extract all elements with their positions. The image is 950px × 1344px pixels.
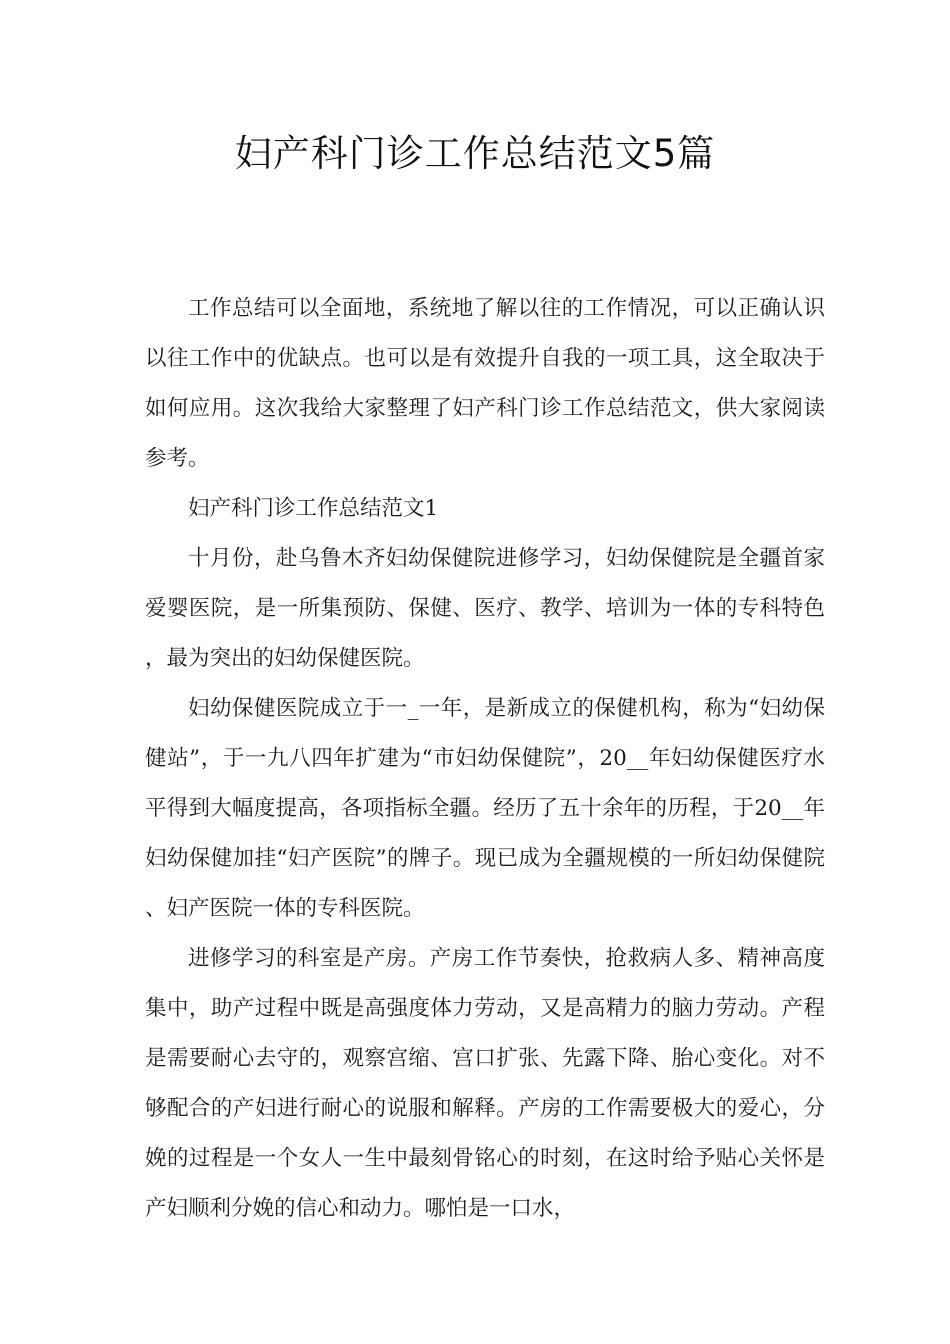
body-paragraph: 进修学习的科室是产房。产房工作节奏快，抢救病人多、精神高度集中，助产过程中既是高强度体力劳动，又是高精力的脑力劳动。产程是需要耐心去守的，观察宫缩、宫口扩张、先露下降、胎心变化。对不够配合的产妇进行耐心的说服和解释。产房的工作需要极大的爱心，分娩的过程是一个女人一生中最刻骨铭心的时刻，在这时给予贴心关怀是产妇顺利分娩的信心和动力。哪怕是一口水， [145, 946, 825, 1221]
body-paragraph: 妇幼保健医院成立于一_一年，是新成立的保健机构，称为“妇幼保健站”，于一九八四年扩建为“市妇幼保健院”，20__年妇幼保健医疗水平得到大幅度提高，各项指标全疆。经历了五十余年的历程，于20__年妇幼保健加挂“妇产医院”的牌子。现已成为全疆规模的一所妇幼保健院、妇产医院一体的专科医院。 [145, 696, 825, 921]
document-title: 妇产科门诊工作总结范文5篇 [234, 132, 716, 175]
document-body [145, 284, 825, 1234]
body-paragraph: 十月份，赴乌鲁木齐妇幼保健院进修学习，妇幼保健院是全疆首家爱婴医院，是一所集预防、保健、医疗、教学、培训为一体的专科特色，最为突出的妇幼保健医院。 [145, 546, 825, 671]
intro-paragraph: 工作总结可以全面地，系统地了解以往的工作情况，可以正确认识以往工作中的优缺点。也可以是有效提升自我的一项工具，这全取决于如何应用。这次我给大家整理了妇产科门诊工作总结范文，供大家阅读参考。 [145, 296, 825, 471]
section-heading: 妇产科门诊工作总结范文1 [188, 496, 439, 521]
